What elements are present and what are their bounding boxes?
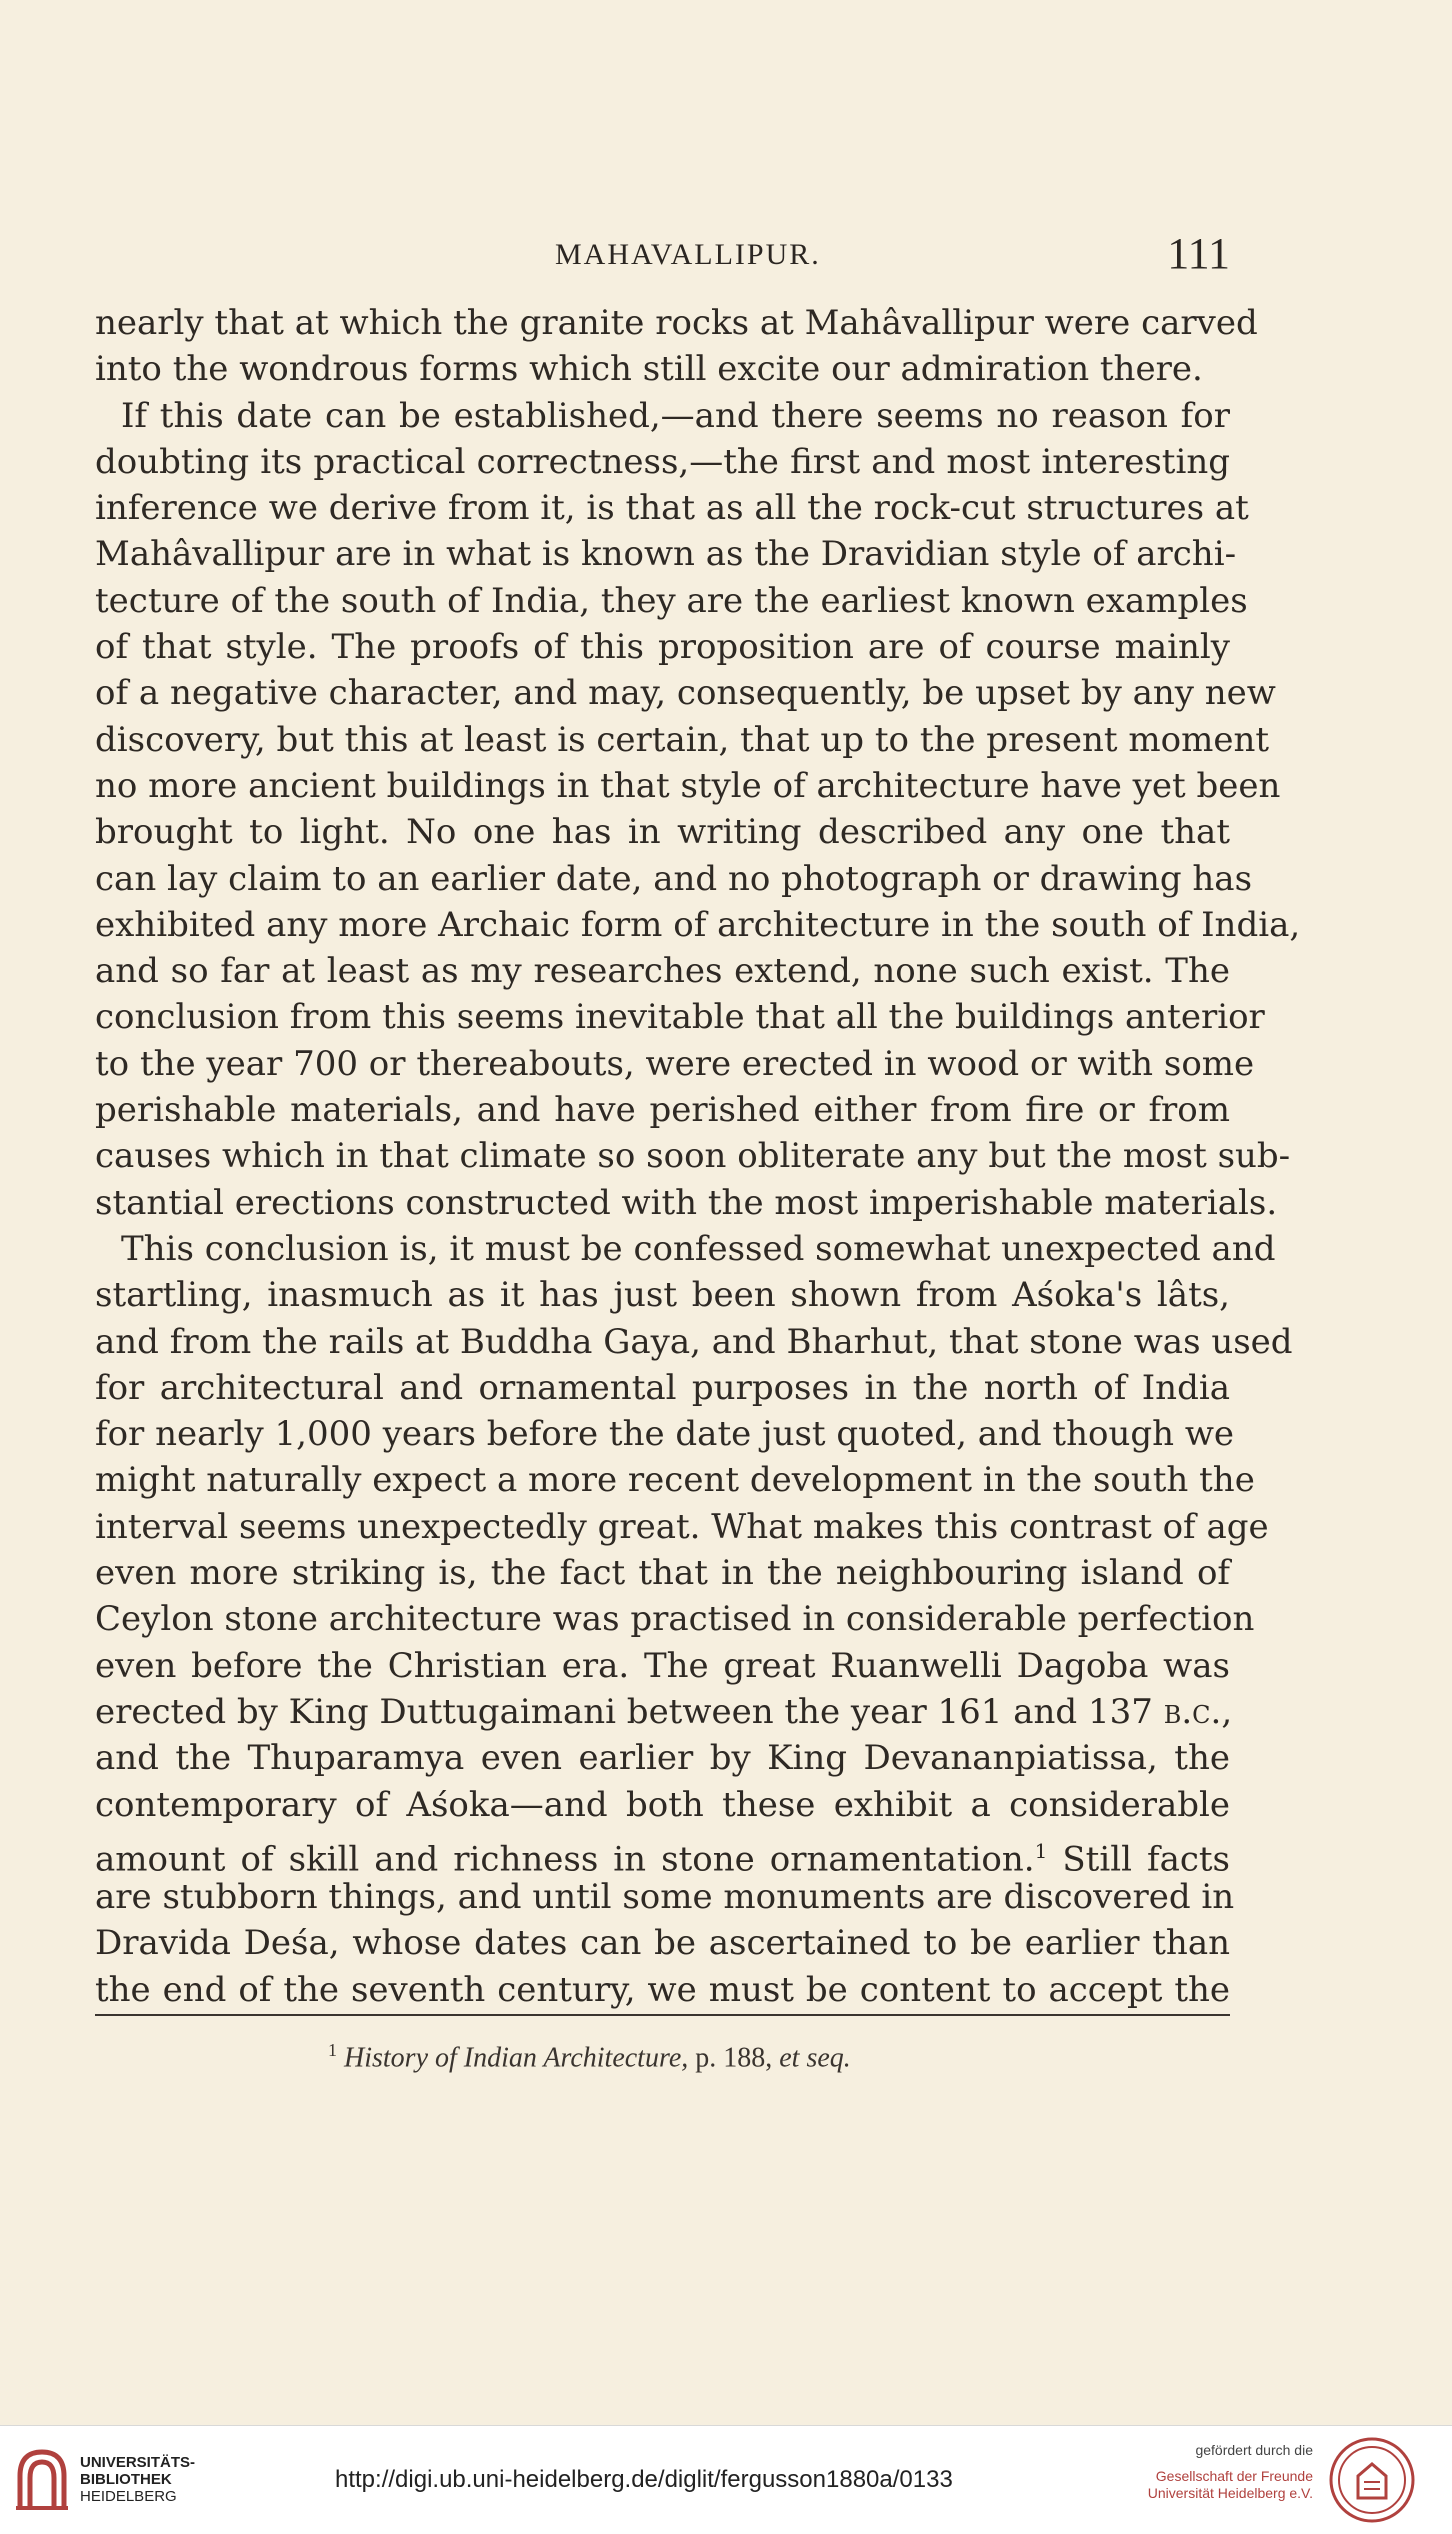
permalink-url[interactable]: http://digi.ub.uni-heidelberg.de/diglit/fergusson1880a/0133: [335, 2466, 953, 2493]
library-name: [80, 2454, 195, 2505]
text-line: Mahâvallipur are in what is known as the Dravidian style of archi-: [95, 534, 1237, 575]
text-line: inference we derive from it, is that as all the rock-cut structures at: [95, 488, 1249, 529]
text-line: and from the rails at Buddha Gaya, and Bharhut, that stone was used: [95, 1321, 1293, 1362]
text-line: the end of the seventh century, we must be content to accept the: [95, 1969, 1230, 2010]
sponsor-name-line[interactable]: Universität Heidelberg e.V.: [1147, 2485, 1313, 2501]
text-line: Ceylon stone architecture was practised in considerable perfection: [95, 1599, 1255, 1640]
text-line: interval seems unexpectedly great. What makes this contrast of age: [95, 1506, 1269, 1547]
text-line: of that style. The proofs of this proposition are of course mainly: [95, 627, 1230, 668]
library-name-line: BIBLIOTHEK: [80, 2471, 172, 2488]
library-logo-icon[interactable]: [14, 2446, 70, 2512]
text-line: stantial erections constructed with the most imperishable materials.: [95, 1182, 1278, 1223]
text-line: causes which in that climate so soon obliterate any but the most sub-: [95, 1136, 1291, 1177]
text-line: into the wondrous forms which still excite our admiration there.: [95, 349, 1203, 390]
footnote-title: History of Indian Architecture,: [344, 2042, 689, 2074]
text-line: for architectural and ornamental purposes in the north of India: [95, 1367, 1230, 1408]
viewer-footer: [0, 2425, 1452, 2534]
text-line: contemporary of Aśoka—and both these exhibit a considerable: [95, 1784, 1230, 1825]
text-line: of a negative character, and may, consequently, be upset by any new: [95, 673, 1276, 714]
text-line: even before the Christian era. The great Ruanwelli Dagoba was: [95, 1645, 1230, 1686]
text-line: exhibited any more Archaic form of architecture in the south of India,: [95, 904, 1301, 945]
text-line: conclusion from this seems inevitable that all the buildings anterior: [95, 997, 1265, 1038]
text-line: and so far at least as my researches extend, none such exist. The: [95, 951, 1230, 992]
body-text: [95, 300, 1301, 2013]
page-number: 111: [1167, 229, 1230, 278]
text-line: perishable materials, and have perished either from fire or from: [95, 1090, 1230, 1131]
text-line: for nearly 1,000 years before the date just quoted, and though we: [95, 1414, 1235, 1455]
text-line: Dravida Deśa, whose dates can be ascertained to be earlier than: [95, 1923, 1230, 1964]
library-name-line: HEIDELBERG: [80, 2488, 177, 2505]
library-name-line: UNIVERSITÄTS-: [80, 2454, 196, 2471]
text-line: discovery, but this at least is certain, that up to the present moment: [95, 719, 1270, 760]
text-line: If this date can be established,—and there seems no reason for: [121, 395, 1230, 436]
footnote-page: p. 188,: [695, 2042, 773, 2074]
text-line-with-footnote: [95, 1828, 1230, 1880]
university-seal-icon[interactable]: [1328, 2436, 1416, 2524]
text-line: doubting its practical correctness,—the first and most interesting: [95, 441, 1230, 482]
footnote: [328, 2040, 1028, 2074]
text-line: might naturally expect a more recent development in the south the: [95, 1460, 1255, 1501]
sponsored-by-label: gefördert durch die: [1195, 2442, 1313, 2458]
running-head: [95, 228, 1230, 278]
footnote-reference[interactable]: 1: [1034, 1838, 1048, 1863]
text-fragment: amount of skill and richness in stone ornamentation.: [95, 1839, 1035, 1880]
footnote-et-seq: et seq.: [779, 2042, 851, 2074]
text-line: and the Thuparamya even earlier by King Devananpiatissa, the: [95, 1738, 1230, 1779]
text-line: no more ancient buildings in that style of architecture have yet been: [95, 765, 1281, 806]
text-line: to the year 700 or thereabouts, were erected in wood or with some: [95, 1043, 1255, 1084]
text-line: startling, inasmuch as it has just been shown from Aśoka's lâts,: [95, 1275, 1230, 1316]
sponsor-name-line[interactable]: Gesellschaft der Freunde: [1155, 2468, 1313, 2484]
text-line: are stubborn things, and until some monuments are discovered in: [95, 1877, 1235, 1918]
text-fragment: Still facts: [1062, 1839, 1230, 1880]
text-line: can lay claim to an earlier date, and no photograph or drawing has: [95, 858, 1253, 899]
running-title: MAHAVALLIPUR.: [555, 238, 821, 271]
text-line: This conclusion is, it must be confessed somewhat unexpected and: [121, 1228, 1276, 1269]
text-line: tecture of the south of India, they are the earliest known examples: [95, 580, 1248, 621]
footnote-rule: [95, 2014, 1230, 2016]
footnote-mark: 1: [328, 2040, 337, 2060]
text-line: erected by King Duttugaimani between the year 161 and 137 b.c.,: [95, 1691, 1233, 1732]
text-line: brought to light. No one has in writing described any one that: [95, 812, 1230, 853]
text-line: even more striking is, the fact that in the neighbouring island of: [95, 1553, 1230, 1594]
text-line: nearly that at which the granite rocks at Mahâvallipur were carved: [95, 303, 1258, 343]
sponsor-block: [1128, 2442, 1313, 2502]
